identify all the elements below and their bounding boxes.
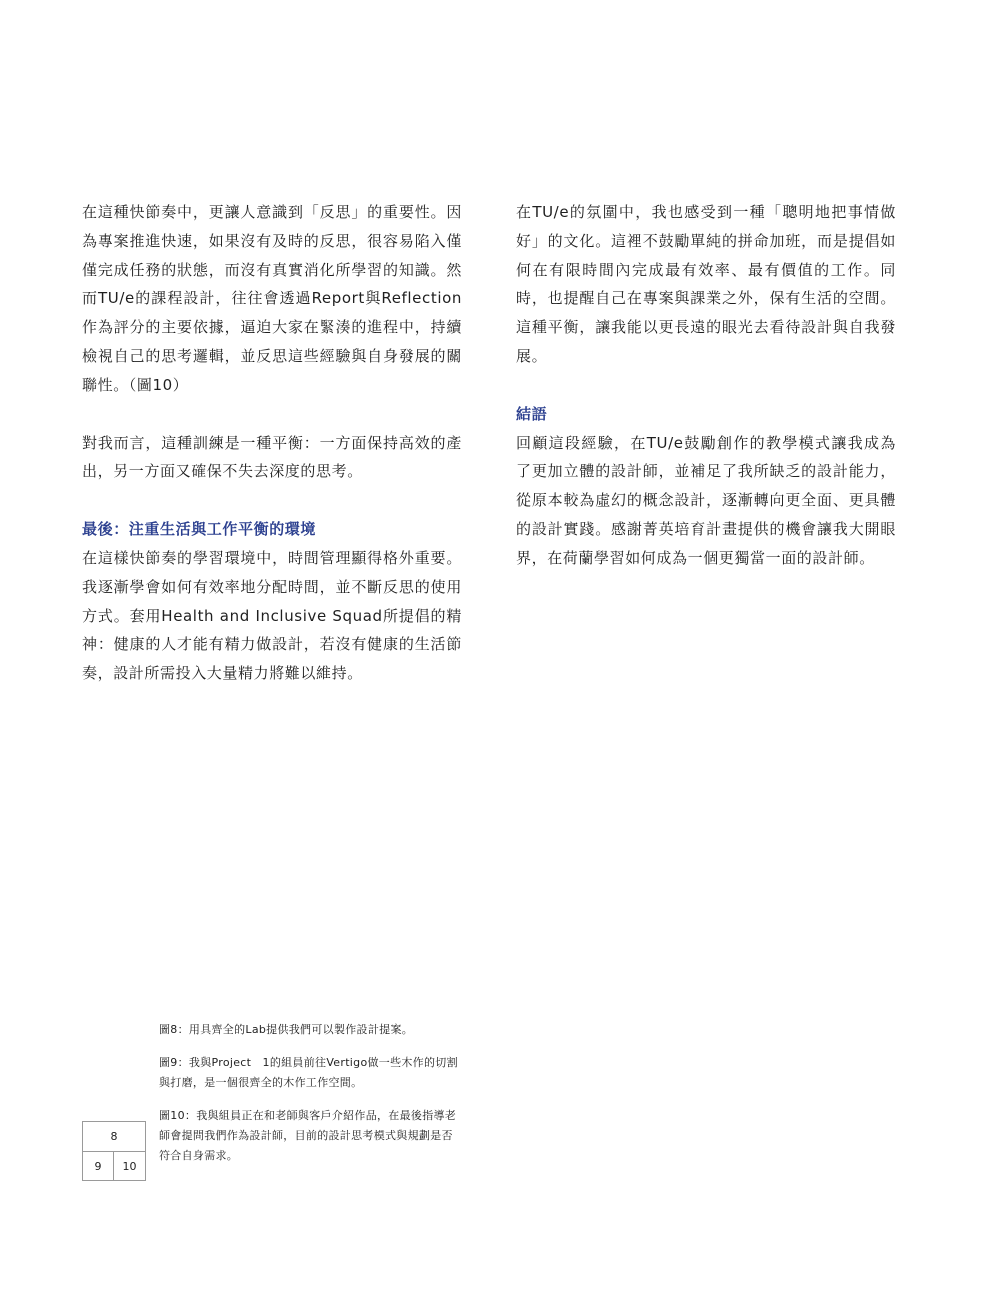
left-column bbox=[82, 198, 462, 717]
section-heading-conclusion: 結語 bbox=[516, 404, 548, 423]
caption-fig10: 圖10：我與組員正在和老師與客戶介紹作品，在最後指導老師會提問我們作為設計師，目前的設計思考模式與規劃是否符合自身需求。 bbox=[159, 1109, 457, 1162]
right-column bbox=[516, 198, 896, 602]
left-paragraph-1: 在這種快節奏中，更讓人意識到「反思」的重要性。因為專案推進快速，如果沒有及時的反思，很容易陷入僅僅完成任務的狀態，而沒有真實消化所學習的知識。然而TU/e的課程設計，往往會透過Report與Reflection作為評分的主要依據，逼迫大家在緊湊的進程中，持續檢視自己的思考邏輯，並反思這些經驗與自身發展的關聯性。（圖10） bbox=[82, 203, 462, 394]
grid-cell-8: 8 bbox=[83, 1122, 145, 1152]
caption-fig9: 圖9：我與Project 1的組員前往Vertigo做一些木作的切割與打磨，是一個很齊全的木作工作空間。 bbox=[159, 1056, 458, 1089]
left-paragraph-2: 對我而言，這種訓練是一種平衡：一方面保持高效的產出，另一方面又確保不失去深度的思考。 bbox=[82, 433, 462, 481]
right-paragraph-1: 在TU/e的氛圍中，我也感受到一種「聰明地把事情做好」的文化。這裡不鼓勵單純的拼命加班，而是提倡如何在有限時間內完成最有效率、最有價值的工作。同時，也提醒自己在專案與課業之外，保有生活的空間。這種平衡，讓我能以更長遠的眼光去看待設計與自我發展。 bbox=[516, 203, 896, 365]
right-paragraph-2: 回顧這段經驗，在TU/e鼓勵創作的教學模式讓我成為了更加立體的設計師，並補足了我所缺乏的設計能力，從原本較為虛幻的概念設計，逐漸轉向更全面、更具體的設計實踐。感謝菁英培育計畫提供的機會讓我大開眼界，在荷蘭學習如何成為一個更獨當一面的設計師。 bbox=[516, 433, 896, 567]
caption-fig8: 圖8：用具齊全的Lab提供我們可以製作設計提案。 bbox=[159, 1023, 414, 1036]
section-heading-balance: 最後：注重生活與工作平衡的環境 bbox=[82, 520, 317, 539]
figure-layout-grid bbox=[82, 1121, 146, 1181]
left-paragraph-3: 在這樣快節奏的學習環境中，時間管理顯得格外重要。我逐漸學會如何有效率地分配時間，並不斷反思的使用方式。套用Health and Inclusive Squad所提倡的精神：健康的人才能有精力做設計，若沒有健康的生活節奏，設計所需投入大量精力將難以維持。 bbox=[82, 548, 462, 683]
grid-cell-10: 10 bbox=[122, 1159, 137, 1173]
figure-captions bbox=[159, 1020, 464, 1179]
grid-cell-9: 9 bbox=[83, 1152, 114, 1180]
